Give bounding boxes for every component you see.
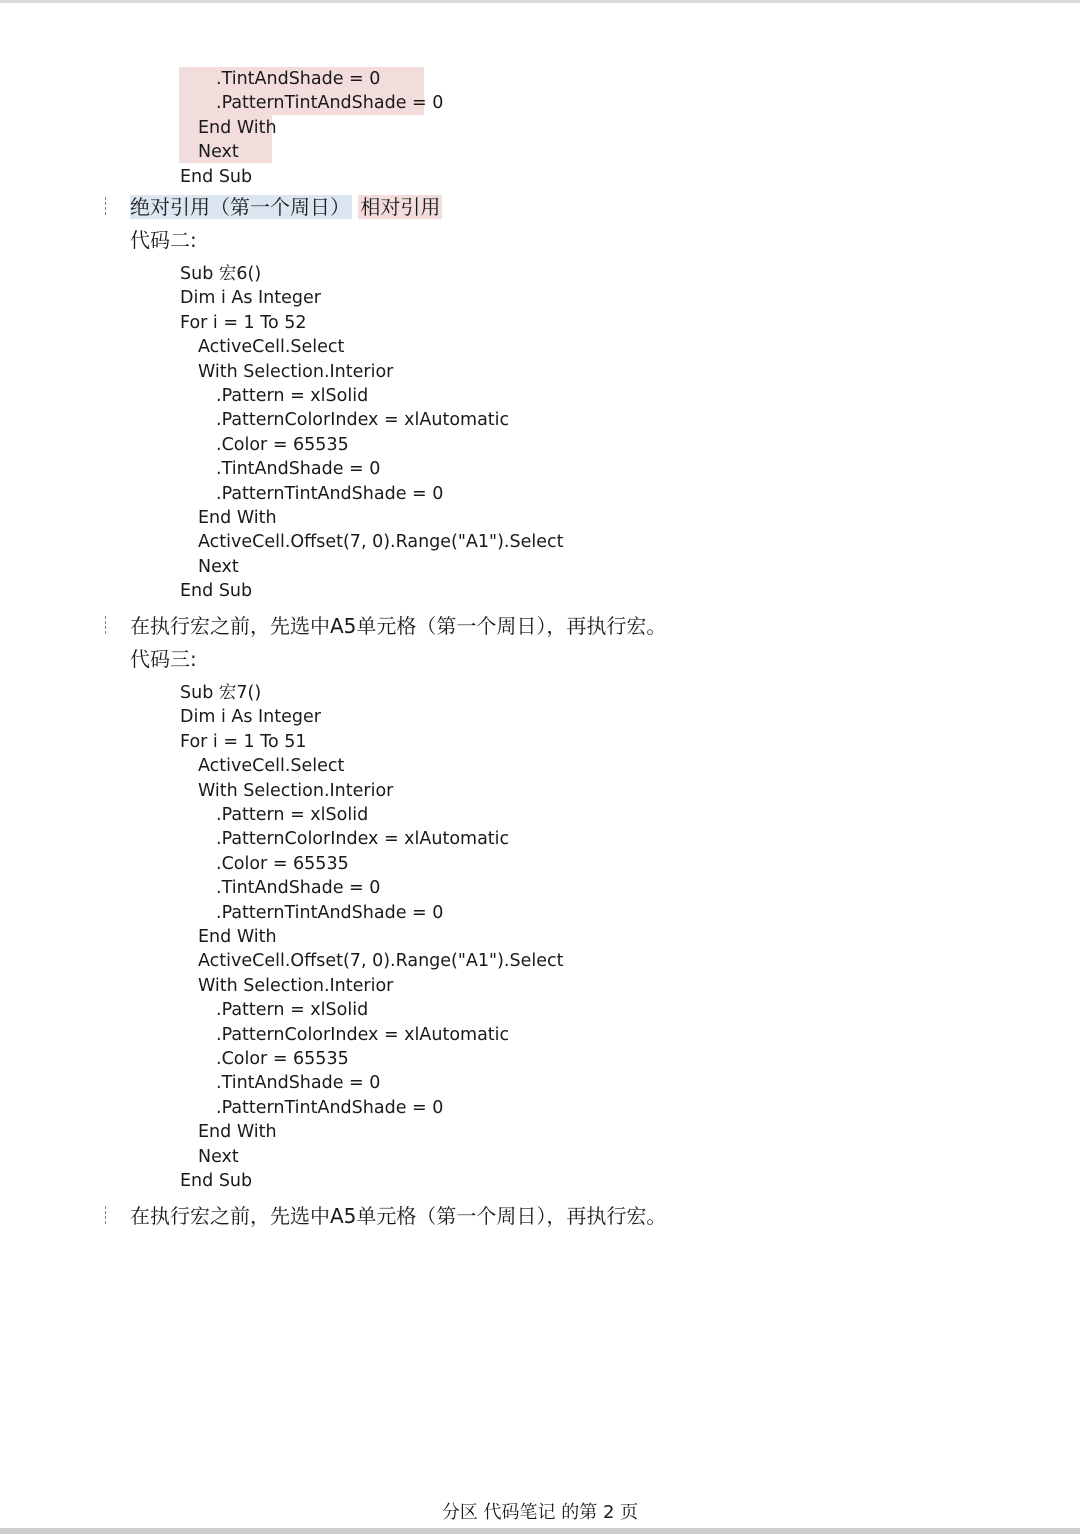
code-line: End Sub xyxy=(180,166,253,187)
code-line: .Color = 65535 xyxy=(216,434,349,455)
code-line: End With xyxy=(198,927,277,947)
relative-reference-label: 相对引用 xyxy=(360,195,441,219)
page-top-border xyxy=(0,0,1080,3)
code-line: .PatternColorIndex = xlAutomatic xyxy=(216,1024,510,1045)
page-footer: 分区 代码笔记 的第 2 页 xyxy=(441,1502,639,1523)
code-line: End Sub xyxy=(180,581,253,602)
code-line: ActiveCell.Offset(7, 0).Range("A1").Select xyxy=(198,951,564,972)
edit-marker xyxy=(105,197,106,215)
code-line: Next xyxy=(198,142,239,163)
code-line: Next xyxy=(198,556,239,577)
edit-marker xyxy=(105,1206,106,1224)
code-line: .PatternTintAndShade = 0 xyxy=(216,902,444,923)
code-line: End With xyxy=(198,1122,277,1143)
code-line: End With xyxy=(198,117,277,138)
code-line: For i = 1 To 52 xyxy=(180,312,307,333)
code-line: .Pattern = xlSolid xyxy=(216,386,369,406)
code-line: For i = 1 To 51 xyxy=(180,731,307,752)
code2-title: 代码二: xyxy=(130,228,197,252)
code-line: .TintAndShade = 0 xyxy=(216,878,381,899)
code-line: Sub 宏7() xyxy=(180,683,262,703)
page-bottom-border xyxy=(0,1528,1080,1534)
code-line: With Selection.Interior xyxy=(198,975,394,996)
code-line: .Color = 65535 xyxy=(216,853,349,874)
code-line: Dim i As Integer xyxy=(180,288,321,309)
code3-title: 代码三: xyxy=(130,647,197,671)
code-line: .PatternColorIndex = xlAutomatic xyxy=(216,410,510,431)
reference-heading xyxy=(130,192,442,222)
code-line: .PatternTintAndShade = 0 xyxy=(216,483,444,504)
code-line: .TintAndShade = 0 xyxy=(216,1073,381,1094)
code-line: ActiveCell.Select xyxy=(198,756,345,777)
code3-note: 在执行宏之前，先选中A5单元格（第一个周日），再执行宏。 xyxy=(130,1204,667,1228)
code-line: .PatternTintAndShade = 0 xyxy=(216,1097,444,1118)
code-line: With Selection.Interior xyxy=(198,780,394,801)
code-line: Next xyxy=(198,1146,239,1167)
edit-marker xyxy=(105,616,106,634)
code-line: .Pattern = xlSolid xyxy=(216,805,369,825)
code2-note: 在执行宏之前，先选中A5单元格（第一个周日），再执行宏。 xyxy=(130,614,667,638)
absolute-reference-label: 绝对引用（第一个周日） xyxy=(130,195,350,219)
code-line: End Sub xyxy=(180,1171,253,1191)
code-line: .TintAndShade = 0 xyxy=(216,459,381,480)
code-line: .Pattern = xlSolid xyxy=(216,1000,369,1021)
code-line: ActiveCell.Select xyxy=(198,337,345,358)
code-line: End With xyxy=(198,508,277,528)
code-line: Dim i As Integer xyxy=(180,707,321,728)
code-line: .PatternTintAndShade = 0 xyxy=(216,93,444,114)
code-line: ActiveCell.Offset(7, 0).Range("A1").Select xyxy=(198,532,564,553)
code-line: .TintAndShade = 0 xyxy=(216,69,381,89)
code-line: With Selection.Interior xyxy=(198,361,394,382)
code-line: .PatternColorIndex = xlAutomatic xyxy=(216,829,510,850)
code-line: Sub 宏6() xyxy=(180,264,262,284)
code-line: .Color = 65535 xyxy=(216,1049,349,1069)
